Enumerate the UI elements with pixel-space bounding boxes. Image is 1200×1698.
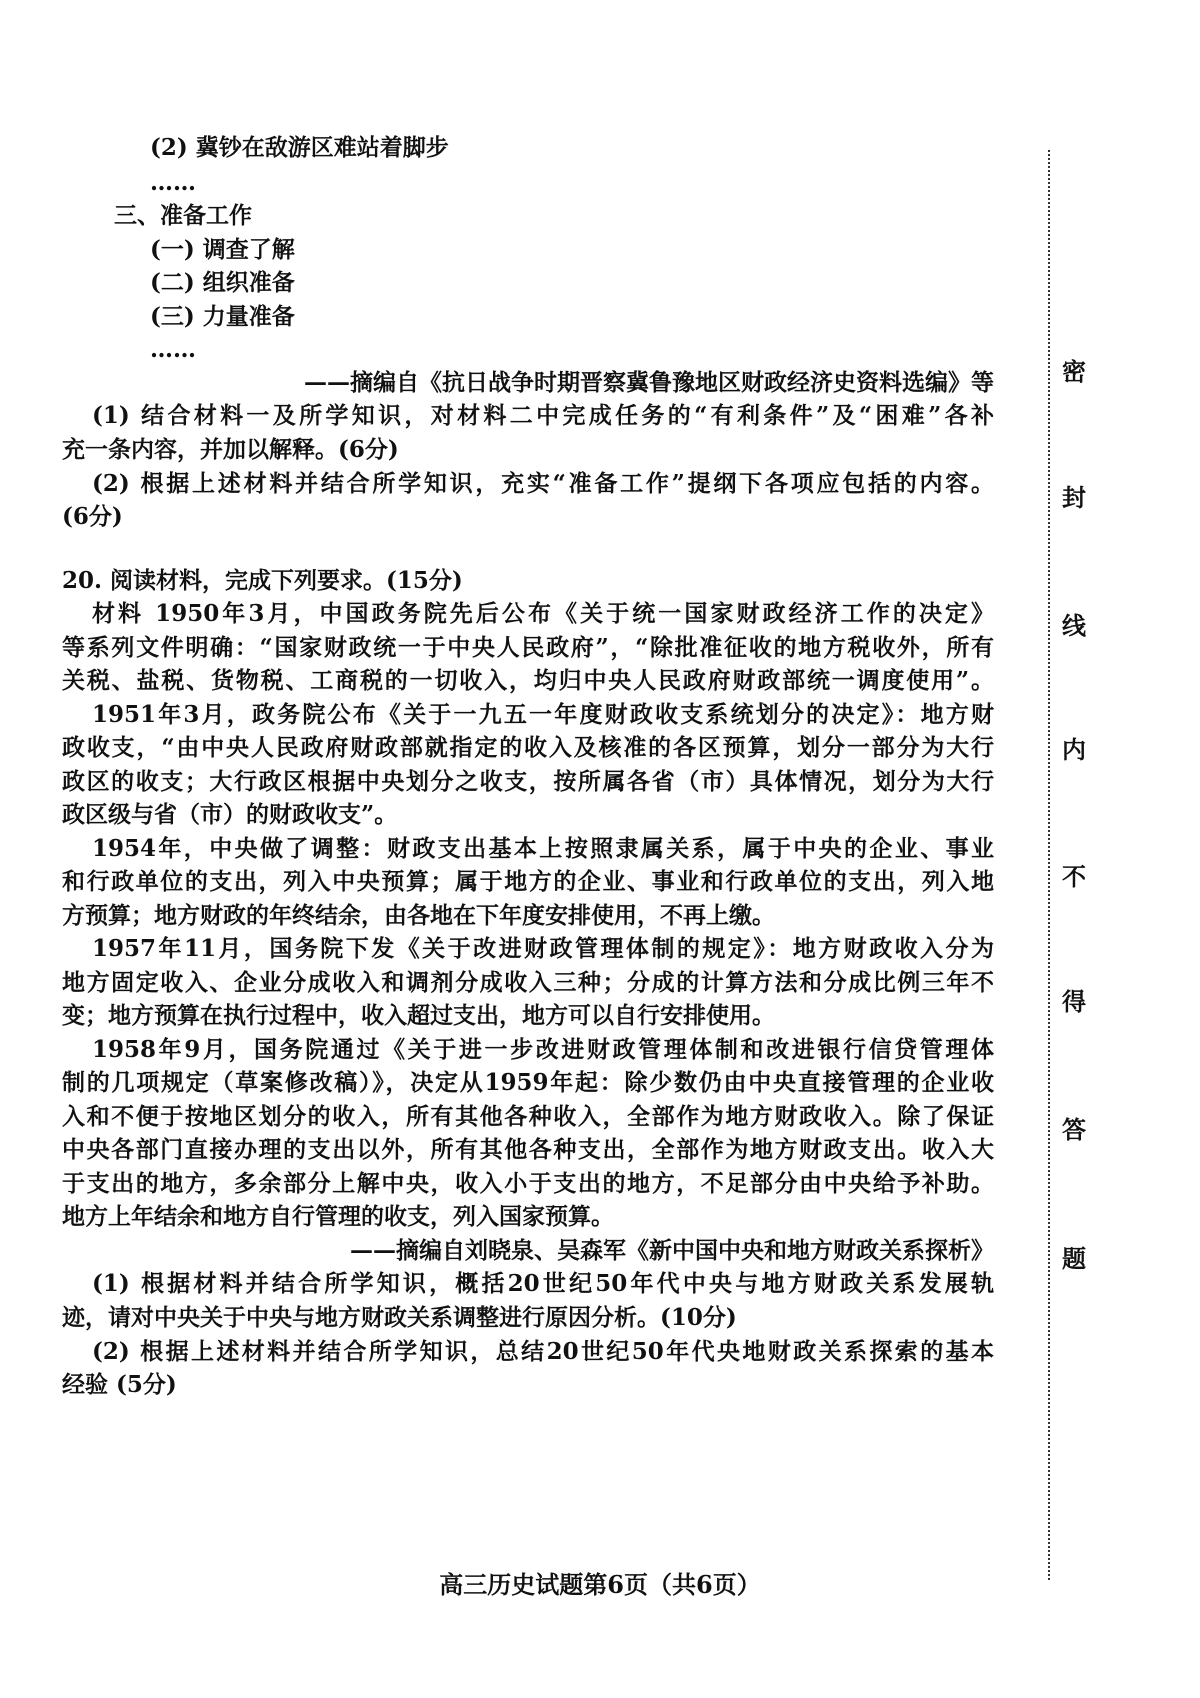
seal-char: 密: [1062, 357, 1086, 386]
seal-char: 题: [1062, 1244, 1086, 1273]
question-20-part-1: (1) 根据材料并结合所学知识，概括20世纪50年代中央与地方财政关系发展轨: [92, 1270, 994, 1297]
question-19-part-2: (2) 根据上述材料并结合所学知识，充实“准备工作”提纲下各项应包括的内容。: [92, 470, 994, 497]
question-19-part-2-cont: (6分): [62, 503, 123, 530]
source-citation: ——摘编自《抗日战争时期晋察冀鲁豫地区财政经济史资料选编》等: [304, 369, 994, 396]
question-20-part-1-cont: 迹，请对中央关于中央与地方财政关系调整进行原因分析。(10分): [62, 1304, 737, 1331]
question-19-part-1: (1) 结合材料一及所学知识，对材料二中完成任务的“有利条件”及“困难”各补: [92, 402, 994, 429]
material-two-item-2: (2) 冀钞在敌游区难站着脚步: [150, 134, 449, 161]
material-paragraph: 等系列文件明确：“国家财政统一于中央人民政府”，“除批准征收的地方税收外，所有: [62, 634, 994, 661]
question-20-part-2: (2) 根据上述材料并结合所学知识，总结20世纪50年代央地财政关系探索的基本: [92, 1338, 994, 1365]
section-heading-preparation: 三、准备工作: [114, 202, 252, 229]
material-paragraph: 中央各部门直接办理的支出以外，所有其他各种支出，全部作为地方财政支出。收入大: [62, 1136, 994, 1163]
seal-char: 内: [1062, 735, 1086, 764]
prep-item-1: (一) 调查了解: [150, 236, 295, 263]
prep-item-3: (三) 力量准备: [150, 303, 295, 330]
seal-char: 不: [1062, 862, 1086, 891]
material-paragraph: 1954年，中央做了调整：财政支出基本上按照隶属关系，属于中央的企业、事业: [92, 835, 994, 862]
material-paragraph: 政区的收支；大行政区根据中央划分之收支，按所属各省（市）具体情况，划分为大行: [62, 768, 994, 795]
prep-item-2: (二) 组织准备: [150, 269, 295, 296]
material-paragraph: 地方上年结余和地方自行管理的收支，列入国家预算。: [62, 1203, 614, 1230]
ellipsis: ……: [150, 169, 196, 196]
material-paragraph: 变；地方预算在执行过程中，收入超过支出，地方可以自行安排使用。: [62, 1002, 775, 1029]
material-paragraph: 政区级与省（市）的财政收支”。: [62, 801, 398, 828]
seal-char: 封: [1062, 483, 1086, 512]
material-paragraph: 1957年11月，国务院下发《关于改进财政管理体制的规定》：地方财政收入分为: [92, 935, 994, 962]
source-citation: ——摘编自刘晓泉、吴森军《新中国中央和地方财政关系探析》: [350, 1237, 994, 1264]
material-paragraph: 1951年3月，政务院公布《关于一九五一年度财政收支系统划分的决定》：地方财: [92, 701, 994, 728]
seal-char: 答: [1062, 1115, 1086, 1144]
seal-char: 线: [1062, 611, 1086, 640]
ellipsis: ……: [150, 336, 196, 363]
question-20-heading: 20. 阅读材料，完成下列要求。(15分): [62, 567, 463, 594]
seal-char: 得: [1062, 987, 1086, 1016]
material-paragraph: 1958年9月，国务院通过《关于进一步改进财政管理体制和改进银行信贷管理体: [92, 1036, 994, 1063]
material-paragraph: 制的几项规定（草案修改稿）》，决定从1959年起：除少数仍由中央直接管理的企业收: [62, 1069, 994, 1096]
page-footer: 高三历史试题第6页（共6页）: [439, 1570, 761, 1599]
question-20-part-2-cont: 经验 (5分): [62, 1371, 177, 1398]
seal-dotted-line: [1048, 150, 1050, 1580]
material-paragraph: 关税、盐税、货物税、工商税的一切收入，均归中央人民政府财政部统一调度使用”。: [62, 667, 994, 694]
material-paragraph: 方预算；地方财政的年终结余，由各地在下年度安排使用，不再上缴。: [62, 902, 775, 929]
material-paragraph: 地方固定收入、企业分成收入和调剂分成收入三种；分成的计算方法和分成比例三年不: [62, 969, 994, 996]
question-19-part-1-cont: 充一条内容，并加以解释。(6分): [62, 436, 399, 463]
material-paragraph: 材料 1950年3月，中国政务院先后公布《关于统一国家财政经济工作的决定》: [92, 600, 994, 627]
material-paragraph: 于支出的地方，多余部分上解中央，收入小于支出的地方，不足部分由中央给予补助。: [62, 1170, 994, 1197]
material-paragraph: 政收支，“由中央人民政府财政部就指定的收入及核准的各区预算，划分一部分为大行: [62, 734, 994, 761]
material-paragraph: 入和不便于按地区划分的收入，所有其他各种收入，全部作为地方财政收入。除了保证: [62, 1103, 994, 1130]
material-paragraph: 和行政单位的支出，列入中央预算；属于地方的企业、事业和行政单位的支出，列入地: [62, 868, 994, 895]
